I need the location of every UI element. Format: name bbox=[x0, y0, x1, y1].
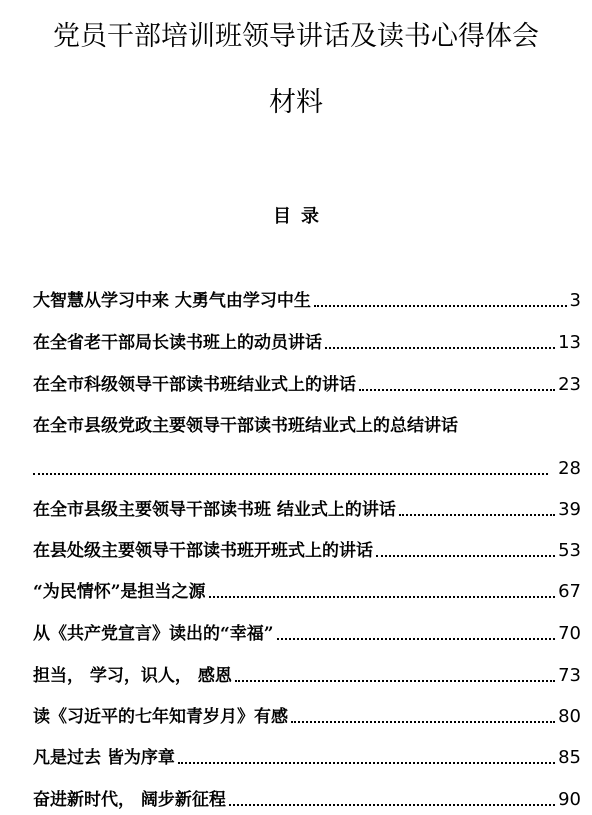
toc-entry-label: 在全市科级领导干部读书班结业式上的讲话 bbox=[33, 375, 356, 395]
dot-leader bbox=[325, 347, 555, 349]
toc-entry-page: 70 bbox=[558, 623, 581, 644]
dot-leader bbox=[376, 555, 555, 557]
toc-heading: 目录 bbox=[273, 206, 329, 227]
toc-entry-label: 奋进新时代， 阔步新征程 bbox=[33, 790, 226, 810]
toc-entry-page: 3 bbox=[569, 290, 581, 311]
toc-entry-page: 13 bbox=[558, 332, 581, 353]
dot-leader bbox=[291, 721, 555, 723]
toc-entry-label: 从《共产党宣言》读出的“幸福” bbox=[33, 624, 274, 644]
toc-entry-label: 在县处级主要领导干部读书班开班式上的讲话 bbox=[33, 541, 373, 561]
toc-entry-page: 67 bbox=[558, 581, 581, 602]
toc-entry[interactable] bbox=[33, 287, 581, 313]
toc-entry[interactable] bbox=[33, 620, 581, 646]
toc-entry[interactable] bbox=[33, 744, 581, 770]
document-title-line-2: 材料 bbox=[269, 87, 323, 118]
toc-entry[interactable] bbox=[33, 496, 581, 522]
toc-entry-label: 在全省老干部局长读书班上的动员讲话 bbox=[33, 333, 322, 353]
dot-leader bbox=[399, 514, 555, 516]
toc-entry-page: 85 bbox=[558, 747, 581, 768]
toc-entry[interactable] bbox=[33, 371, 581, 397]
toc-entry-label: 在全市县级党政主要领导干部读书班结业式上的总结讲话 bbox=[33, 416, 458, 436]
document-title-line-1: 党员干部培训班领导讲话及读书心得体会 bbox=[53, 21, 539, 52]
toc-entry-label: 大智慧从学习中来 大勇气由学习中生 bbox=[33, 291, 311, 311]
dot-leader bbox=[359, 389, 555, 391]
toc-entry-page: 80 bbox=[558, 706, 581, 727]
toc-entry[interactable] bbox=[33, 578, 581, 604]
toc-entry-page: 39 bbox=[558, 499, 581, 520]
toc-entry-label: 担当， 学习，识人， 感恩 bbox=[33, 666, 232, 686]
toc-entry-page: 23 bbox=[558, 374, 581, 395]
toc-entry-page: 28 bbox=[558, 458, 581, 479]
toc-entry[interactable] bbox=[33, 786, 581, 812]
dot-leader bbox=[314, 305, 567, 307]
dot-leader bbox=[277, 638, 556, 640]
dot-leader bbox=[229, 804, 555, 806]
toc-entry[interactable] bbox=[33, 329, 581, 355]
toc-entry-page: 90 bbox=[558, 789, 581, 810]
dot-leader bbox=[209, 596, 556, 598]
toc-entry-label: “为民情怀”是担当之源 bbox=[33, 582, 206, 602]
toc-entry-page: 73 bbox=[558, 665, 581, 686]
toc-entry-label: 读《习近平的七年知青岁月》有感 bbox=[33, 707, 288, 727]
toc-entry[interactable] bbox=[33, 537, 581, 563]
toc-entry[interactable] bbox=[33, 703, 581, 729]
dot-leader bbox=[235, 680, 555, 682]
toc-entry[interactable] bbox=[33, 662, 581, 688]
dot-leader bbox=[178, 762, 555, 764]
toc-entry-label: 凡是过去 皆为序章 bbox=[33, 748, 175, 768]
toc-entry-page: 53 bbox=[558, 540, 581, 561]
toc-entry-label: 在全市县级主要领导干部读书班 结业式上的讲话 bbox=[33, 500, 396, 520]
dot-leader bbox=[33, 473, 548, 475]
